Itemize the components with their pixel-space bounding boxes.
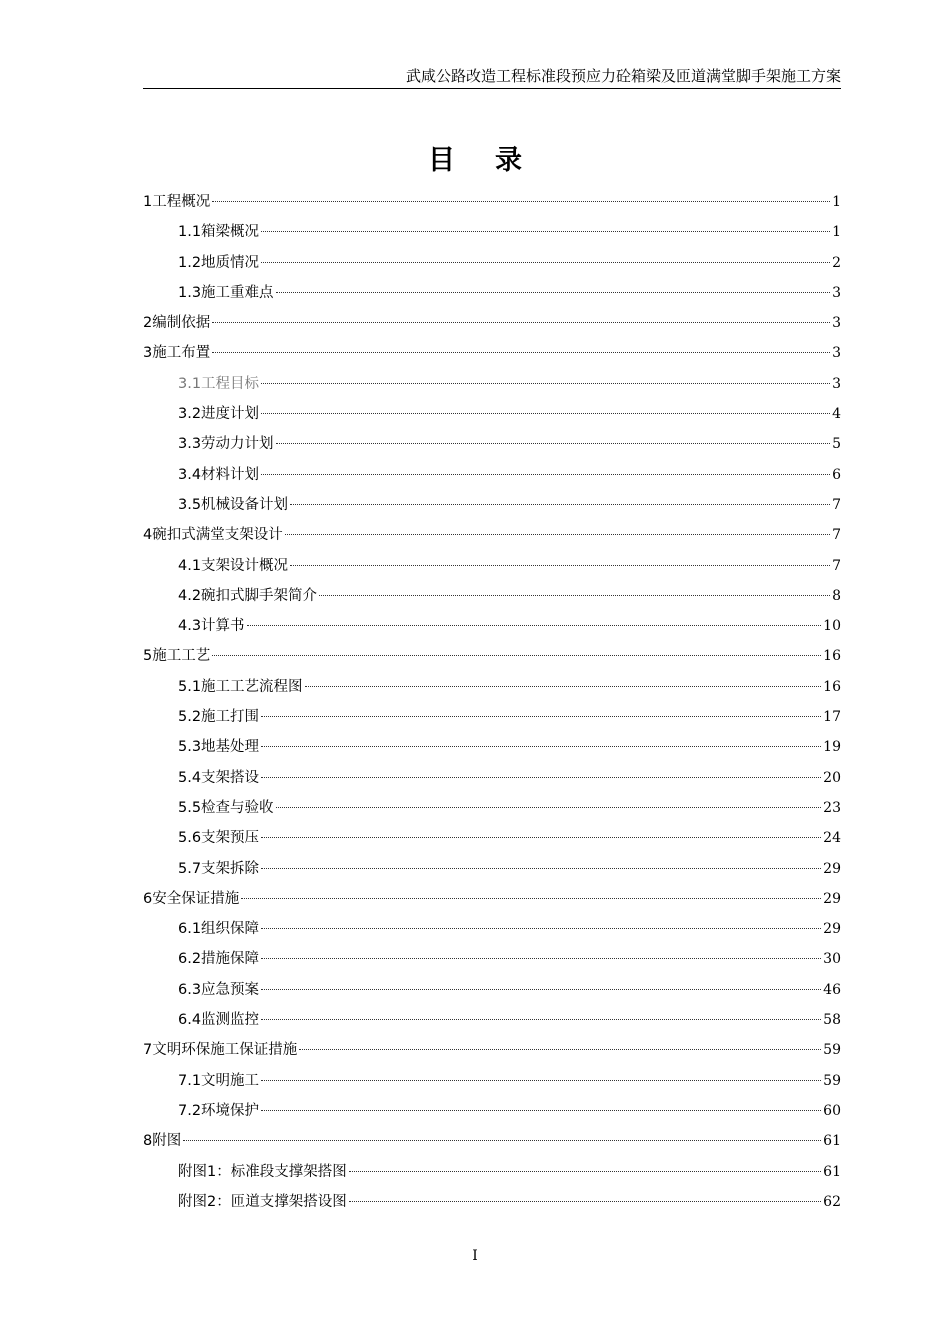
toc-entry[interactable] [143,672,841,702]
toc-entry[interactable] [143,1126,841,1156]
toc-dot-leader [261,868,821,869]
toc-entry[interactable] [143,641,841,671]
toc-entry-page: 10 [823,618,841,635]
toc-entry-label: 5.2施工打围 [178,709,260,726]
toc-entry-page: 30 [823,951,841,968]
toc-entry-label: 5.3地基处理 [178,739,260,756]
toc-entry-page: 5 [832,436,841,453]
toc-entry-page: 59 [823,1072,841,1089]
toc-entry[interactable] [143,399,841,429]
toc-entry-page: 16 [823,678,841,695]
toc-dot-leader [299,1049,821,1050]
toc-entry-page: 61 [823,1163,841,1180]
toc-entry-label: 6安全保证措施 [143,890,240,907]
toc-entry-page: 7 [832,557,841,574]
toc-entry[interactable] [143,429,841,459]
toc-entry-label: 3.2进度计划 [178,406,260,423]
toc-dot-leader [261,262,830,263]
toc-entry[interactable] [143,884,841,914]
toc-entry-label: 4.3计算书 [178,618,245,635]
header-rule [143,88,841,89]
toc-entry-page: 29 [823,921,841,938]
toc-entry[interactable] [143,308,841,338]
toc-entry-label: 5.5检查与验收 [178,799,274,816]
toc-dot-leader [290,565,830,566]
toc-dot-leader [261,928,821,929]
toc-entry-page: 2 [832,254,841,271]
toc-entry-label: 3施工布置 [143,345,211,362]
toc-entry[interactable] [143,823,841,853]
toc-entry[interactable] [143,278,841,308]
toc-dot-leader [261,231,830,232]
toc-title: 目录 [428,145,562,176]
toc-entry-page: 3 [832,375,841,392]
toc-dot-leader [241,898,821,899]
toc-entry-label: 3.3劳动力计划 [178,436,274,453]
toc-entry-page: 4 [832,406,841,423]
toc-entry-page: 7 [832,527,841,544]
toc-entry[interactable] [143,369,841,399]
toc-entry-page: 1 [832,224,841,241]
toc-entry-label: 附图2：匝道支撑架搭设图 [178,1193,347,1210]
toc-entry[interactable] [143,1066,841,1096]
toc-entry[interactable] [143,460,841,490]
toc-entry[interactable] [143,1005,841,1035]
toc-entry[interactable] [143,1035,841,1065]
toc-dot-leader [212,655,821,656]
toc-entry[interactable] [143,1157,841,1187]
toc-entry[interactable] [143,914,841,944]
toc-entry-label: 7文明环保施工保证措施 [143,1042,298,1059]
toc-entry[interactable] [143,854,841,884]
toc-entry-label: 6.2措施保障 [178,951,260,968]
toc-entry-page: 24 [823,830,841,847]
toc-entry-label: 4碗扣式满堂支架设计 [143,527,283,544]
toc-entry-page: 6 [832,466,841,483]
toc-dot-leader [261,716,821,717]
toc-entry[interactable] [143,944,841,974]
toc-dot-leader [285,534,830,535]
toc-dot-leader [349,1201,821,1202]
toc-entry-label: 5.7支架拆除 [178,860,260,877]
toc-entry-label: 7.1文明施工 [178,1072,260,1089]
toc-entry[interactable] [143,975,841,1005]
toc-dot-leader [349,1171,821,1172]
toc-dot-leader [261,837,821,838]
toc-entry-label: 2编制依据 [143,315,211,332]
table-of-contents [143,187,841,1217]
toc-entry[interactable] [143,551,841,581]
toc-entry-label: 1工程概况 [143,194,211,210]
toc-entry-label: 1.2地质情况 [178,254,260,271]
toc-dot-leader [305,686,822,687]
toc-entry-label: 1.1箱梁概况 [178,224,260,241]
toc-dot-leader [261,1019,821,1020]
toc-entry-label: 6.3应急预案 [178,981,260,998]
toc-entry[interactable] [143,217,841,247]
toc-entry-label: 5.6支架预压 [178,830,260,847]
toc-entry[interactable] [143,581,841,611]
toc-entry-page: 3 [832,315,841,332]
toc-entry-page: 16 [823,648,841,665]
toc-dot-leader [183,1140,821,1141]
page-number: I [472,1248,478,1264]
toc-dot-leader [276,443,831,444]
toc-entry-label: 4.2碗扣式脚手架简介 [178,587,318,604]
toc-entry[interactable] [143,611,841,641]
toc-entry-label: 3.4材料计划 [178,466,260,483]
toc-dot-leader [212,322,830,323]
toc-dot-leader [212,352,830,353]
toc-entry-label: 3.5机械设备计划 [178,496,289,513]
toc-dot-leader [247,625,822,626]
toc-entry-page: 8 [832,587,841,604]
toc-dot-leader [290,504,830,505]
toc-dot-leader [319,595,830,596]
toc-entry-label: 3.1工程目标 [178,375,260,392]
toc-entry-label: 6.1组织保障 [178,921,260,938]
toc-dot-leader [261,1110,821,1111]
toc-dot-leader [212,201,830,202]
toc-dot-leader [261,383,830,384]
toc-entry[interactable] [143,338,841,368]
toc-entry-page: 29 [823,860,841,877]
toc-entry-page: 1 [832,194,841,210]
toc-dot-leader [261,989,821,990]
toc-dot-leader [276,807,822,808]
toc-entry-page: 19 [823,739,841,756]
toc-entry[interactable] [143,248,841,278]
toc-dot-leader [261,777,821,778]
toc-dot-leader [261,958,821,959]
toc-entry-label: 附图1：标准段支撑架搭图 [178,1163,347,1180]
toc-entry-page: 60 [823,1102,841,1119]
toc-entry-label: 7.2环境保护 [178,1102,260,1119]
toc-dot-leader [261,746,821,747]
toc-entry-label: 5.4支架搭设 [178,769,260,786]
toc-entry-label: 1.3施工重难点 [178,284,274,301]
toc-entry-label: 8附图 [143,1133,182,1150]
toc-entry-page: 59 [823,1042,841,1059]
toc-entry-page: 46 [823,981,841,998]
toc-entry-page: 3 [832,284,841,301]
toc-entry-page: 3 [832,345,841,362]
toc-dot-leader [261,474,830,475]
toc-entry[interactable] [143,187,841,217]
toc-entry[interactable] [143,490,841,520]
toc-entry[interactable] [143,763,841,793]
toc-entry[interactable] [143,520,841,550]
toc-entry-page: 17 [823,709,841,726]
toc-entry-page: 23 [823,799,841,816]
toc-entry-page: 7 [832,496,841,513]
toc-entry[interactable] [143,702,841,732]
toc-entry[interactable] [143,793,841,823]
toc-entry-page: 20 [823,769,841,786]
document-header: 武咸公路改造工程标准段预应力砼箱梁及匝道满堂脚手架施工方案 [405,67,841,85]
toc-entry-label: 4.1支架设计概况 [178,557,289,574]
toc-dot-leader [276,292,831,293]
toc-entry-label: 5.1施工工艺流程图 [178,678,303,695]
toc-entry[interactable] [143,732,841,762]
toc-dot-leader [261,1080,821,1081]
toc-entry-page: 29 [823,890,841,907]
toc-entry-page: 61 [823,1133,841,1150]
toc-entry-page: 62 [823,1193,841,1210]
toc-entry-label: 6.4监测监控 [178,1012,260,1029]
toc-entry-label: 5施工工艺 [143,648,211,665]
toc-entry[interactable] [143,1096,841,1126]
toc-entry[interactable] [143,1187,841,1217]
toc-dot-leader [261,413,830,414]
toc-entry-page: 58 [823,1012,841,1029]
